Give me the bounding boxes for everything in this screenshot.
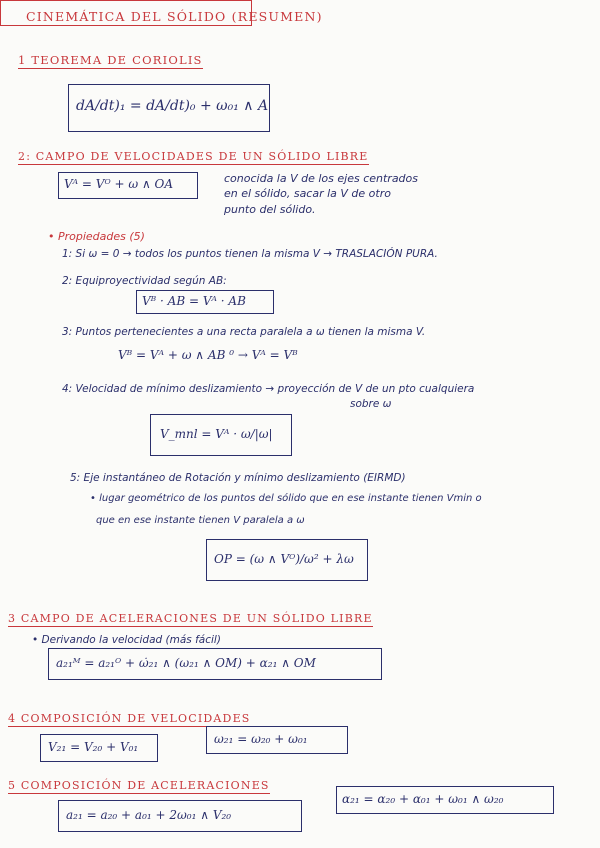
property-4-line-2: sobre ω: [350, 398, 392, 410]
equiprojectivity-formula: Vᴮ · AB = Vᴬ · AB: [142, 294, 246, 308]
property-5-sub-2: que en ese instante tienen V paralela a ω: [96, 515, 305, 526]
angular-velocity-composition-formula: ω₂₁ = ω₂₀ + ω₀₁: [214, 732, 308, 746]
velocity-field-formula: Vᴬ = Vᴼ + ω ∧ OA: [64, 177, 174, 191]
acceleration-bullet: • Derivando la velocidad (más fácil): [32, 634, 221, 646]
coriolis-formula: dA/dt)₁ = dA/dt)₀ + ω₀₁ ∧ A: [76, 98, 269, 114]
section-2-heading: 2: CAMPO DE VELOCIDADES DE UN SÓLIDO LIBRE: [18, 150, 369, 163]
page-title: CINEMÁTICA DEL SÓLIDO (RESUMEN): [26, 9, 323, 24]
section-4-heading: 4 COMPOSICIÓN DE VELOCIDADES: [8, 712, 251, 725]
velocity-composition-formula: V₂₁ = V₂₀ + V₀₁: [48, 740, 139, 754]
acceleration-field-formula: a₂₁ᴹ = a₂₁ᴼ + ω̇₂₁ ∧ (ω₂₁ ∧ OM) + α₂₁ ∧ OM: [56, 656, 316, 670]
min-sliding-velocity-formula: V_mnl = Vᴬ · ω/|ω|: [160, 427, 273, 441]
section-5-heading: 5 COMPOSICIÓN DE ACELERACIONES: [8, 779, 270, 792]
property-5: 5: Eje instantáneo de Rotación y mínimo deslizamiento (EIRMD): [70, 472, 406, 484]
acceleration-composition-formula: a₂₁ = a₂₀ + a₀₁ + 2ω₀₁ ∧ V₂₀: [66, 808, 232, 822]
section-3-heading: 3 CAMPO DE ACELERACIONES DE UN SÓLIDO LIBRE: [8, 612, 373, 625]
property-3-formula: Vᴮ = Vᴬ + ω ∧ AB ⁰ → Vᴬ = Vᴮ: [118, 348, 298, 362]
angular-acceleration-composition-formula: α₂₁ = α₂₀ + α₀₁ + ω₀₁ ∧ ω₂₀: [342, 792, 504, 806]
eirmd-formula: OP = (ω ∧ Vᴼ)/ω² + λω: [214, 552, 354, 566]
properties-label: • Propiedades (5): [48, 230, 145, 243]
property-2: 2: Equiproyectividad según AB:: [62, 275, 227, 287]
note-line-1: conocida la V de los ejes centrados: [224, 172, 419, 185]
property-4-line-1: 4: Velocidad de mínimo deslizamiento → proyección de V de un pto cualquiera: [62, 383, 475, 395]
property-1: 1: Si ω = 0 → todos los puntos tienen la misma V → TRASLACIÓN PURA.: [62, 248, 438, 260]
property-3: 3: Puntos pertenecientes a una recta paralela a ω tienen la misma V.: [62, 326, 426, 338]
note-line-3: punto del sólido.: [224, 203, 316, 216]
note-line-2: en el sólido, sacar la V de otro: [224, 187, 391, 200]
section-1-heading: 1 TEOREMA DE CORIOLIS: [18, 53, 203, 67]
property-5-sub-1: • lugar geométrico de los puntos del sólido que en ese instante tienen Vmin o: [90, 493, 482, 504]
